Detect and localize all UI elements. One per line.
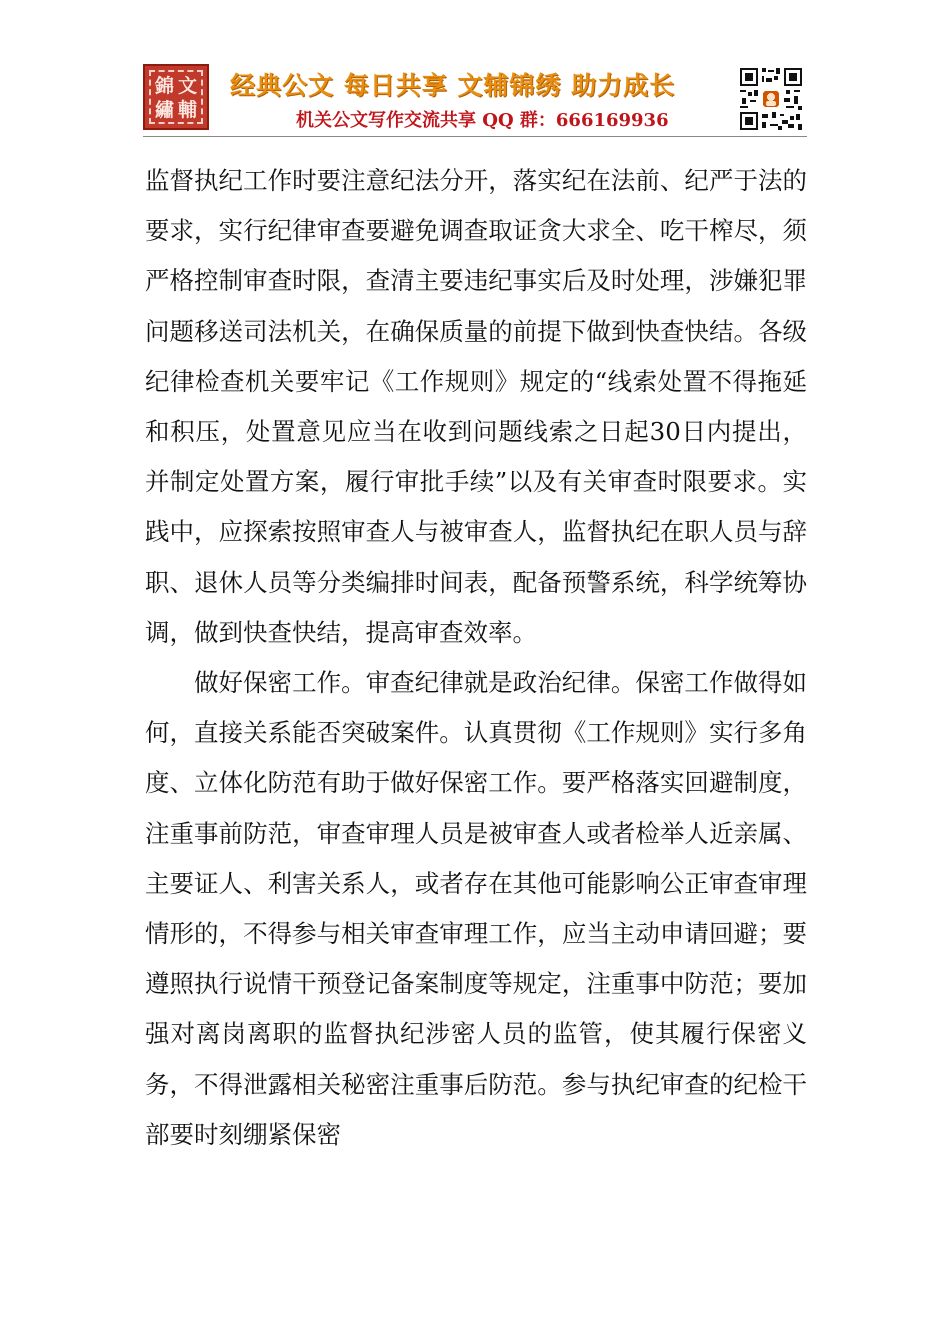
seal-glyphs	[153, 74, 199, 120]
header-qq-group: 机关公文写作交流共享 QQ 群：666169936	[296, 110, 669, 131]
header-divider	[143, 136, 807, 137]
body-paragraph: 做好保密工作。审查纪律就是政治纪律。保密工作做得如何，直接关系能否突破案件。认真贯彻《工作规则》实行多角度、立体化防范有助于做好保密工作。要严格落实回避制度，注重事前防范，审查审理人员是被审查人或者检举人近亲属、主要证人、利害关系人，或者存在其他可能影响公正审查审理情形的，不得参与相关审查审理工作，应当主动申请回避；要遵照执行说情干预登记备案制度等规定，注重事中防范；要加强对离岗离职的监督执纪涉密人员的监管，使其履行保密义务，不得泄露相关秘密注重事后防范。参与执纪审查的纪检干部要时刻绷紧保密	[145, 668, 807, 1149]
seal-logo	[143, 64, 209, 130]
seal-char: 文	[177, 75, 197, 97]
seal-char: 錦	[154, 75, 174, 97]
body-paragraph: 监督执纪工作时要注意纪法分开，落实纪在法前、纪严于法的要求，实行纪律审查要避免调查取证贪大求全、吃干榨尽，须严格控制审查时限，查清主要违纪事实后及时处理，涉嫌犯罪问题移送司法机关，在确保质量的前提下做到快查快结。各级纪律检查机关要牢记《工作规则》规定的“线索处置不得拖延和积压，处置意见应当在收到问题线索之日起30日内提出，并制定处置方案，履行审批手续”以及有关审查时限要求。实践中，应探索按照审查人与被审查人，监督执纪在职人员与辞职、退休人员等分类编排时间表，配备预警系统，科学统筹协调，做到快查快结，提高审查效率。	[145, 166, 807, 647]
header-slogan: 经典公文 每日共享 文辅锦绣 助力成长	[230, 71, 676, 100]
qr-code-icon	[738, 66, 804, 132]
document-body	[145, 156, 807, 1160]
page-header	[0, 0, 950, 140]
seal-char: 輔	[177, 99, 197, 121]
seal-char: 繡	[154, 99, 174, 121]
